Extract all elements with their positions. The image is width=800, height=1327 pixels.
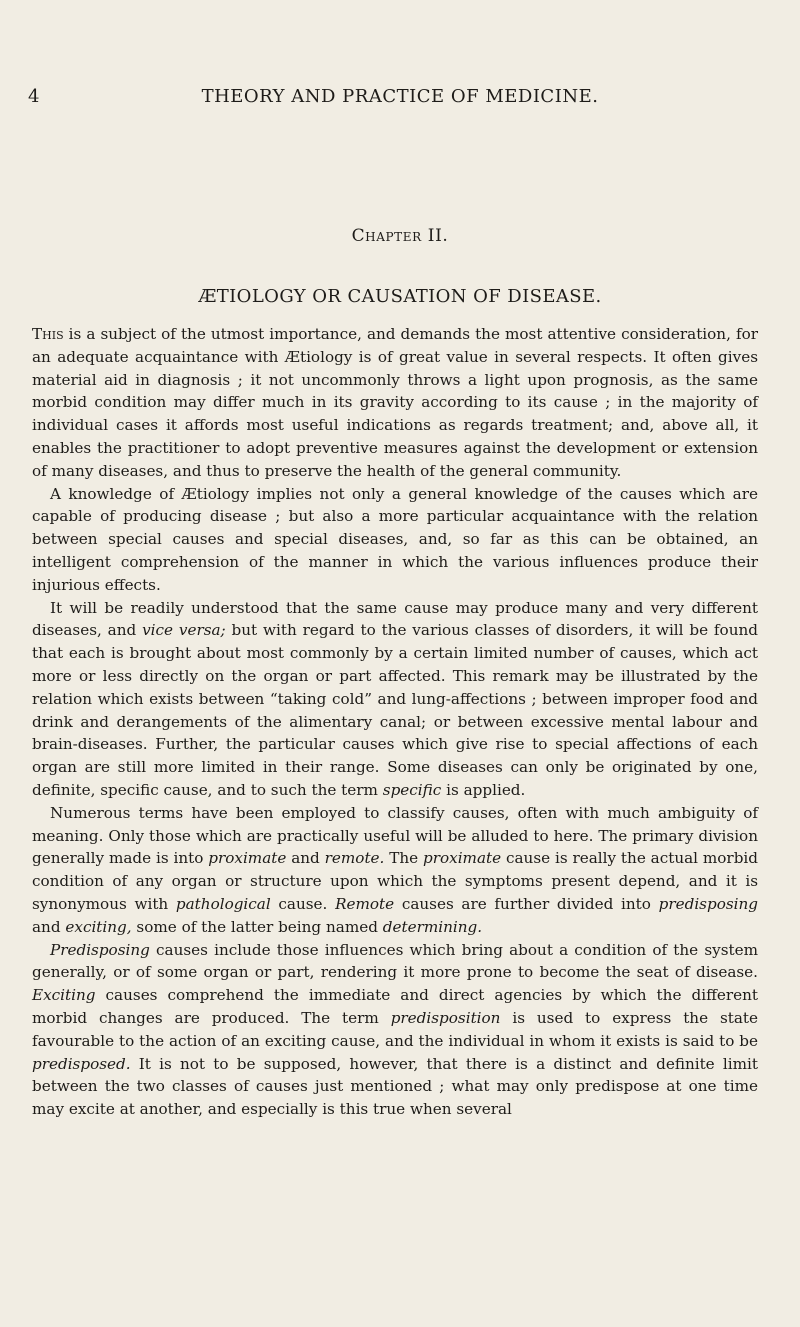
- paragraph-text: It will be readily understood that the same cause may produce many and very different diseases, and: [32, 598, 758, 640]
- paragraph-text: cause is really the actual morbid condition of any organ or structure upon which the symptoms present depend, and it is synonymous with: [32, 849, 758, 913]
- paragraph-text: causes comprehend the immediate and direct agencies by which the different morbid changes are produced. The term: [32, 986, 758, 1027]
- paragraph-4: [32, 802, 758, 939]
- italic-term: proximate: [208, 849, 287, 868]
- italic-term: vice versa;: [142, 621, 226, 640]
- running-header: [0, 86, 800, 116]
- paragraph-text: causes include those influences which bring about a condition of the system generally, or of some organ or part, rendering it more prone to become the seat of disease.: [32, 940, 758, 982]
- chapter-title: ÆTIOLOGY OR CAUSATION OF DISEASE.: [198, 286, 602, 307]
- italic-term: predisposed.: [32, 1054, 131, 1073]
- paragraph-text: causes are further divided into: [394, 894, 659, 913]
- paragraph-5: [32, 939, 758, 1121]
- italic-term: predisposition: [390, 1008, 501, 1027]
- paragraph-text: and: [286, 849, 325, 868]
- page-number: 4: [28, 86, 40, 107]
- paragraph-2: [32, 483, 758, 597]
- paragraph-3: [32, 597, 758, 802]
- paragraph-text: is applied.: [441, 780, 526, 799]
- paragraph-text: Numerous terms have been employed to classify causes, often with much ambiguity of meaning. Only those which are practically useful will be alluded to here. The primary division generally made is into: [32, 803, 758, 868]
- paragraph-text: some of the latter being named: [131, 917, 383, 936]
- italic-term: predisposing: [658, 894, 758, 913]
- italic-term: exciting,: [65, 917, 132, 936]
- paragraph-text: cause.: [270, 894, 336, 913]
- chapter-heading: Chapter II.: [351, 226, 449, 246]
- paragraph-1: [32, 323, 758, 483]
- paragraph-lead-word: This: [32, 325, 64, 343]
- running-title: THEORY AND PRACTICE OF MEDICINE.: [201, 86, 599, 107]
- italic-term: Remote: [335, 894, 395, 913]
- italic-term: specific: [382, 780, 442, 799]
- italic-term: pathological: [175, 894, 271, 913]
- italic-term: determining.: [382, 917, 483, 936]
- paragraph-text: but with regard to the various classes of disorders, it will be found that each is brought about most commonly by a certain limited number of causes, which act more or less directly on the organ or part affected. This remark may be illustrated by the relation which exists between “taking cold” and lung-affections ; between improper food and drink and derangements of the alimentary canal; or between excessive mental labour and brain-diseases. Further, the particular causes which give rise to special affections of each organ are still more limited in their range. Some diseases can only be originated by one, definite, specific cause, and to such the term: [32, 621, 758, 799]
- paragraph-text: The: [384, 849, 423, 868]
- italic-term: Exciting: [32, 986, 96, 1005]
- paragraph-text: is a subject of the utmost importance, and demands the most attentive consideration, for an adequate acquaintance with Ætiology is of great value in several respects. It often gives material aid in diagnosis ; it not uncommonly throws a light upon prognosis, as the same morbid condition may differ much in its gravity according to its cause ; in the majority of individual cases it affords most useful indications as regards treatment; and, above all, it enables the practitioner to adopt preventive measures against the development or extension of many diseases, and thus to preserve the health of the general community.: [32, 325, 758, 480]
- paragraph-text: is used to express the state favourable to the action of an exciting cause, and the individual in whom it exists is said to be: [32, 1008, 758, 1050]
- italic-term: proximate: [423, 849, 502, 868]
- paragraph-text: and: [32, 917, 66, 936]
- paragraph-text: It is not to be supposed, however, that there is a distinct and definite limit between the two classes of causes just mentioned ; what may only predispose at one time may excite at another, and especially is this true when several: [32, 1054, 758, 1119]
- italic-term: remote.: [324, 849, 385, 868]
- paragraph-text: A knowledge of Ætiology implies not only a general knowledge of the causes which are capable of producing disease ; but also a more particular acquaintance with the relation between special causes and special diseases, and, so far as this can be obtained, an intelligent comprehension of the manner in which the various influences produce their injurious effects.: [32, 484, 758, 594]
- body-text: [32, 323, 758, 1121]
- italic-term: Predisposing: [50, 940, 150, 959]
